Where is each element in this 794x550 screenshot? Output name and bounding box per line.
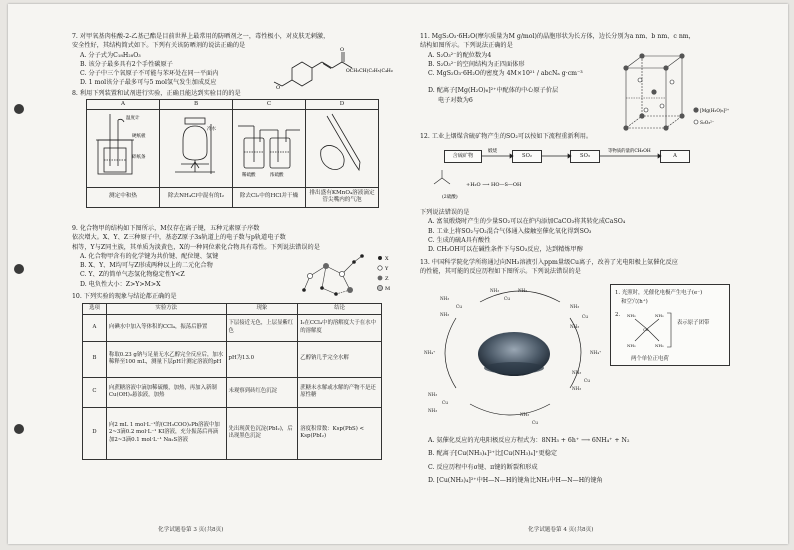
svg-text:NH₃: NH₃ xyxy=(572,370,581,375)
svg-text:NH₃: NH₃ xyxy=(440,312,449,317)
svg-text:NH₃: NH₃ xyxy=(518,288,527,293)
svg-text:NH₃: NH₃ xyxy=(428,392,437,397)
q13-note-charge-2: 两个单位正电荷 xyxy=(631,356,669,362)
question-8 xyxy=(72,89,402,98)
question-7-stem: 7. 对甲氧基肉桂酸-2-乙基己酯是目前世界上最常用的防晒剂之一，毒性极小，对皮肤无刺激， xyxy=(72,33,330,40)
q8-figure-c xyxy=(233,110,306,187)
question-10-stem: 10. 下列实验的现象与结论都正确的是 xyxy=(72,293,177,300)
q10-experiment-table xyxy=(82,303,382,460)
q10-table-wrap xyxy=(82,303,382,460)
q9-legend-x: X xyxy=(385,256,389,262)
question-13-option-d: D. [Cu(NH₃)₄]²⁺中H—N—H的键角比NH₃中H—N—H的键角 xyxy=(428,476,603,484)
q9-legend-x-marker xyxy=(378,256,382,260)
svg-text:NH₃: NH₃ xyxy=(655,313,664,318)
q8-figure-d xyxy=(306,110,379,187)
q13-note-box xyxy=(610,284,730,366)
q10-cell: B xyxy=(83,341,107,377)
q13-note-charge: 表示原子团带 xyxy=(677,320,710,326)
q11-legend-s2o3: S₂O₃²⁻ xyxy=(700,121,715,126)
q9-legend-y-marker xyxy=(378,266,382,270)
svg-text:Cu: Cu xyxy=(532,420,538,425)
q8-desc-c: 除去Cl₂中的HCl并干燥 xyxy=(233,187,306,207)
q8-col-b: B xyxy=(160,100,233,110)
page-4 xyxy=(420,32,732,522)
svg-text:NH₃: NH₃ xyxy=(490,288,499,293)
question-7-option-c: C. 分子中三个氧原子不可能与苯环处在同一平面内 xyxy=(80,70,219,78)
q8-label-conc-acid: 浓硫酸 xyxy=(270,173,284,179)
q10-head-conclusion: 结论 xyxy=(298,304,382,315)
svg-text:NH₃: NH₃ xyxy=(570,304,579,309)
q10-cell: D xyxy=(83,407,107,459)
q11-legend-mg-marker xyxy=(693,107,698,112)
exam-sheet xyxy=(8,4,788,544)
svg-text:NH₄⁺: NH₄⁺ xyxy=(590,350,602,355)
question-11-option-a: A. S₂O₃²⁻的配位数为4 xyxy=(428,51,492,59)
q8-label-cardboard: 硬纸板 xyxy=(132,134,146,140)
q12-box-mineral: 含硫矿物 xyxy=(444,150,482,163)
binder-hole xyxy=(14,264,24,274)
q7-structure-oxygen: O xyxy=(276,85,281,91)
q12-equation: +H₂O ⟶ HO—S—OH xyxy=(466,182,522,188)
question-11-stem: 结构如图所示。下列说法正确的是 xyxy=(420,42,513,50)
q12-note: (2硫酸) xyxy=(442,195,458,200)
q8-label-dilute-acid: 稀硫酸 xyxy=(242,173,256,179)
svg-text:Cu: Cu xyxy=(442,400,448,405)
table-row xyxy=(83,341,382,377)
svg-text:NH₃: NH₃ xyxy=(655,343,664,348)
q8-col-a: A xyxy=(87,100,160,110)
q7-structure-ester: OCH₂CH(C₂H₅)C₄H₉ xyxy=(346,69,393,74)
q8-figure-a xyxy=(87,110,160,187)
svg-text:NH₃: NH₃ xyxy=(520,412,529,417)
q12-box-a: A xyxy=(660,150,690,163)
question-11-option-d-cont: 电子对数为6 xyxy=(438,96,473,104)
question-13-option-a: A. 氨催化反应的光电阳极反应方程式为：8NH₃ + 6h⁺ ⟶ 6NH₄⁺ + N₂ xyxy=(428,437,630,444)
question-12-stem-2: 下列说法错误的是 xyxy=(420,209,470,216)
q10-head-method: 实验方法 xyxy=(106,304,226,315)
q8-figure-b xyxy=(160,110,233,187)
svg-text:Cu: Cu xyxy=(584,378,590,383)
q8-col-c: C xyxy=(233,100,306,110)
svg-text:Cu: Cu xyxy=(456,304,462,309)
question-11-option-d: D. 配离子[Mg(H₂O)₆]²⁺中配体的中心原子价层 xyxy=(428,87,559,95)
q8-desc-b: 除去NH₄Cl中混有的I₂ xyxy=(160,187,233,207)
q13-note-1b: 和空穴(h⁺) xyxy=(621,299,648,305)
q12-structure-eq xyxy=(420,168,620,204)
page-3 xyxy=(72,32,402,522)
question-9-stem: 9. 化合物甲的结构如下图所示，M仅存在离子键，五种元素原子序数 xyxy=(72,225,260,232)
question-12-options xyxy=(420,208,732,254)
q10-cell: 溶度积常数：Ksp(PbS) < Ksp(PbI₂) xyxy=(298,407,382,459)
q10-cell: 下层接近无色，上层显紫红色 xyxy=(226,314,298,341)
question-12-stem: 12. 工业上烟煤含硫矿物产生的SO₂可以按如下流程重新利用。 xyxy=(420,133,593,140)
q11-unit-cell-diagram xyxy=(616,46,732,138)
q8-label-cold-water: 冷水 xyxy=(207,127,216,133)
table-row xyxy=(83,407,382,459)
question-11-option-c: C. MgS₂O₃·6H₂O的密度为 4M×10²¹ / abcNₐ g·cm⁻³ xyxy=(428,70,583,78)
q9-legend-m: M xyxy=(385,286,391,292)
q13-note-1: 1. 光照时，光催化电极产生电子(e⁻) xyxy=(615,290,703,296)
question-10 xyxy=(72,292,402,301)
svg-text:Cu: Cu xyxy=(643,327,649,332)
q9-legend-m-marker xyxy=(377,285,382,290)
q8-desc-d: 排出盛有KMnO₄溶液滴定管尖嘴内的气泡 xyxy=(306,187,379,207)
question-12-option-a: A. 富氧煅烧时产生的少量SO₂可以在炉内添加CaCO₃将其转化成CaSO₄ xyxy=(428,218,626,226)
q10-cell: pH为13.0 xyxy=(226,341,298,377)
q8-col-d: D xyxy=(306,100,379,110)
q10-cell: 先出现黄色沉淀(PbI₂)，后出现黑色沉淀 xyxy=(226,407,298,459)
svg-text:NH₃: NH₃ xyxy=(627,313,636,318)
q12-box-so3: SO₃ xyxy=(570,150,600,163)
q10-cell: 未观察到砖红色沉淀 xyxy=(226,377,298,407)
question-9-option-d: D. 电负性大小：Z>Y>M>X xyxy=(80,280,161,288)
question-7-stem: 安全性好，其结构简式如下。下列有关该防晒剂的说法正确的是 xyxy=(72,42,246,50)
question-13-options xyxy=(420,436,732,485)
q13-note-2: 2. xyxy=(615,312,621,318)
question-13-stem: 13. 中国科学院化学所将通过向NH₃溶液引入ppm量级Cu离子，改善了光电阳极上氨催化反应 xyxy=(420,259,678,266)
q9-legend-z: Z xyxy=(385,276,389,282)
svg-text:NH₄⁺: NH₄⁺ xyxy=(424,350,436,355)
table-row xyxy=(83,377,382,407)
table-row xyxy=(83,314,382,341)
q10-cell: 向蔗糖溶液中滴加稀硫酸，加热，再加入新制Cu(OH)₂悬浊液，加热 xyxy=(106,377,226,407)
question-9-option-c: C. Y、Z的简单气态氢化物稳定性Y<Z xyxy=(80,271,185,279)
q11-legend-mg: [Mg(H₂O)₆]²⁺ xyxy=(700,109,730,114)
q9-legend-z-marker xyxy=(378,276,383,281)
question-9-option-a: A. 化合物甲含有的化学键为共价键、配位键、氢键 xyxy=(80,252,219,260)
question-12-option-d: D. CH₃OH可以在碱性条件下与SO₃反应，达到精炼甲醇 xyxy=(428,246,583,254)
question-7-option-a: A. 分子式为C₁₈H₂₈O₃ xyxy=(80,51,141,59)
question-9-option-b: B. X、Y、M均可与Z形成两种以上的二元化合物 xyxy=(80,262,213,270)
q8-apparatus-table xyxy=(86,99,379,208)
question-13-option-c: C. 反应历程中有σ键、π键的断裂和形成 xyxy=(428,463,538,471)
q13-note-cluster xyxy=(623,309,673,351)
question-9-stem: 相等，Y与Z同主族，其单质为淡黄色，X的一种同位素化合物具有毒性。下列说法错误的是 xyxy=(72,243,320,251)
q10-cell: 蔗糖未水解或水解的产物不是还原性糖 xyxy=(298,377,382,407)
q12-arrow-calcine: 煅烧 xyxy=(488,149,498,154)
q12-arrow-methanol: 等物质的量的CH₃OH xyxy=(608,149,651,154)
svg-text:NH₃: NH₃ xyxy=(440,296,449,301)
question-7-option-b: B. 该分子最多具有2个手性碳原子 xyxy=(80,60,173,68)
q10-cell: I₂在CCl₄中的溶解度大于在水中的溶解度 xyxy=(298,314,382,341)
question-11-option-b: B. S₂O₃²⁻的空间结构为正四面体形 xyxy=(428,60,525,68)
svg-text:Cu: Cu xyxy=(504,296,510,301)
binder-hole xyxy=(14,104,24,114)
svg-text:NH₃: NH₃ xyxy=(572,386,581,391)
q10-cell: C xyxy=(83,377,107,407)
question-13-stem: 的性能，其可能的反应历程如下图所示。下列说法错误的是 xyxy=(420,268,581,276)
q10-cell: 向2 mL 1 mol·L⁻¹的(CH₃COO)₂Pb溶液中加2~3滴0.2 mol·L⁻¹ KI溶液，充分振荡后再滴加2~3滴0.1 mol·L⁻¹ Na₂S溶液 xyxy=(106,407,226,459)
q10-cell: A xyxy=(83,314,107,341)
svg-text:NH₃: NH₃ xyxy=(627,343,636,348)
question-7-option-d: D. 1 mol该分子最多可与5 mol氢气发生加成反应 xyxy=(80,79,217,87)
q8-label-paper-strips: 碎纸条 xyxy=(132,155,146,161)
question-12-option-b: B. 工业上将SO₂与O₂混合气体通入接触室催化氧化得到SO₃ xyxy=(428,227,592,235)
q10-cell: 称取0.23 g钠与足量无水乙醇完全反应后，加水稀释至100 mL，测量下层pH计测定溶液的pH xyxy=(106,341,226,377)
q12-box-so2: SO₂ xyxy=(512,150,542,163)
q9-legend-y: Y xyxy=(385,266,389,272)
page-3-footer: 化学试题卷第 3 页(共8页) xyxy=(158,527,224,533)
question-11-stem: 11. MgS₂O₃·6H₂O(摩尔质量为M g/mol)的晶胞形状为长方体，边长分别为a nm、b nm、c nm， xyxy=(420,33,695,40)
svg-text:NH₃: NH₃ xyxy=(428,408,437,413)
svg-text:NH₃: NH₃ xyxy=(570,324,579,329)
q11-legend-s2o3-marker xyxy=(694,120,698,124)
question-13-option-b: B. 配离子[Cu(NH₃)₄]²⁺比[Cu(NH₃)₄]⁺更稳定 xyxy=(428,450,558,458)
q10-cell: 向碘水中加入等体积的CCl₄，振荡后静置 xyxy=(106,314,226,341)
q8-desc-a: 测定中和热 xyxy=(87,187,160,207)
q8-label-thermometer: 温度计 xyxy=(126,116,140,122)
question-9-stem: 依次增大。X、Y、Z三种原子中，基态Z原子3s轨道上的电子数与p轨道电子数 xyxy=(72,234,286,242)
question-8-stem: 8. 利用下列装置和试剂进行实验，正确且能达到实验目的的是 xyxy=(72,90,241,97)
q10-head-phenomenon: 现象 xyxy=(226,304,298,315)
svg-text:Cu: Cu xyxy=(582,314,588,319)
q13-mechanism-diagram xyxy=(420,278,610,428)
q7-structure-carbonyl-o: O xyxy=(340,47,345,53)
q10-head-option: 选项 xyxy=(83,304,107,315)
page-4-footer: 化学试题卷第 4 页(共8页) xyxy=(528,527,594,533)
q8-table-wrap xyxy=(86,99,379,208)
question-12-option-c: C. 生成的硫A具有酸性 xyxy=(428,236,491,244)
question-13 xyxy=(420,258,732,277)
binder-hole xyxy=(14,424,24,434)
q12-flow-arrows xyxy=(420,140,732,168)
q10-cell: 乙醇钠几乎完全水解 xyxy=(298,341,382,377)
